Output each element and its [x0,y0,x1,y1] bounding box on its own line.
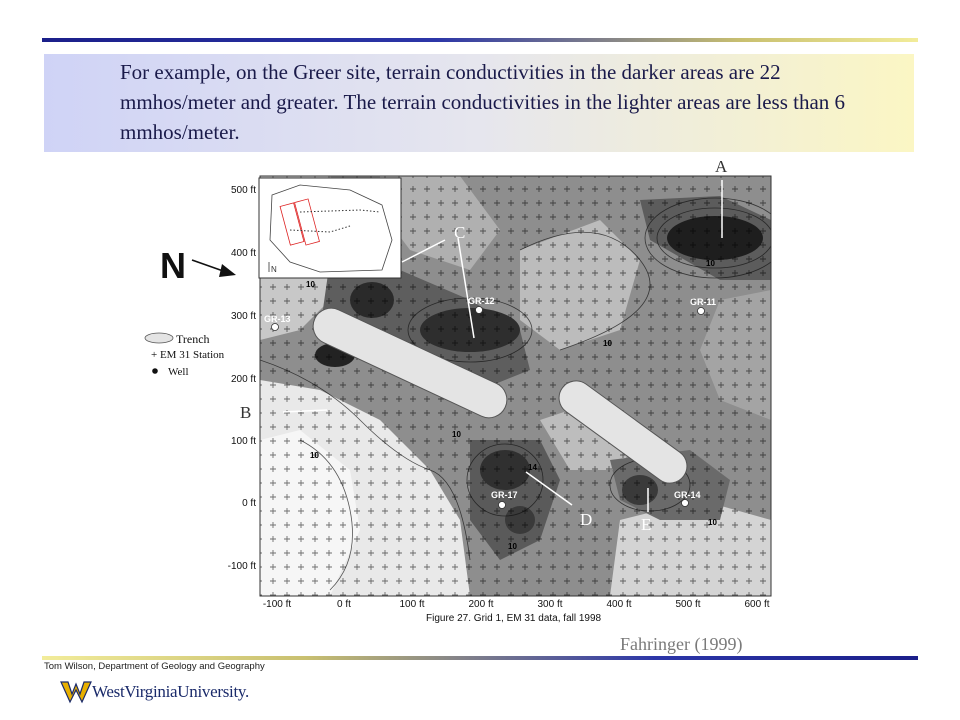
y-tick-label: 0 ft [242,498,256,509]
well-label: GR-17 [491,490,518,500]
well-label: GR-14 [674,490,701,500]
x-tick-label: 300 ft [537,599,563,610]
x-axis [263,599,770,610]
y-tick-label: 500 ft [230,185,256,196]
legend-well: Well [168,366,189,378]
y-tick-label: 200 ft [230,374,256,385]
y-tick-label: 400 ft [230,248,256,259]
x-tick-label: 200 ft [468,599,494,610]
x-tick-label: 0 ft [337,599,351,610]
trench-symbol [145,333,173,343]
profile-label-b: B [240,403,252,422]
contour-label: 10 [310,451,319,460]
well-marker [682,500,689,507]
well-label: GR-11 [690,297,717,307]
wvu-logo-icon [60,676,92,706]
north-arrow-icon [192,260,236,277]
y-axis [228,185,257,572]
y-tick-label: 300 ft [230,311,256,322]
x-tick-label: 400 ft [606,599,632,610]
contour-label: 10 [603,339,612,348]
legend-trench: Trench [176,332,210,346]
y-tick-label: -100 ft [227,561,256,572]
well-label: GR-13 [264,314,291,324]
bottom-divider [42,656,918,660]
contour-label: 10 [508,542,517,551]
contour-label: 10 [306,280,315,289]
profile-label-e: E [641,515,652,534]
contour-label: 10 [452,430,461,439]
map-legend [145,332,225,378]
well-marker [272,324,279,331]
x-tick-label: -100 ft [262,599,292,610]
contour-label: 10 [708,518,717,527]
inset-location-map [259,178,401,278]
inset-north-label: N [271,265,277,274]
figure-credit: Fahringer (1999) [620,634,743,654]
caption-text: For example, on the Greer site, terrain conductivities in the darker areas are 22 mmhos/meter and greater. The terrain conductivities in the lighter areas are less than 6 mmhos/meter. [120,60,846,144]
well-symbol [152,368,158,374]
x-tick-label: 600 ft [744,599,770,610]
x-tick-label: 500 ft [675,599,701,610]
well-marker [499,502,506,509]
contour-label: 14 [528,463,537,472]
legend-station: + EM 31 Station [151,349,225,361]
contour-label: 10 [706,259,715,268]
north-label: N [160,245,186,286]
footer-author: Tom Wilson, Department of Geology and Geography [44,661,265,672]
x-tick-label: 100 ft [399,599,425,610]
well-marker [476,307,483,314]
figure-title: Figure 27. Grid 1, EM 31 data, fall 1998 [426,613,602,624]
profile-label-d: D [580,510,593,529]
well-marker [698,308,705,315]
well-label: GR-12 [468,296,495,306]
profile-label-a: A [715,157,728,176]
university-name: WestVirginiaUniversity. [92,682,249,701]
profile-label-c: C [454,223,466,242]
y-tick-label: 100 ft [230,436,256,447]
